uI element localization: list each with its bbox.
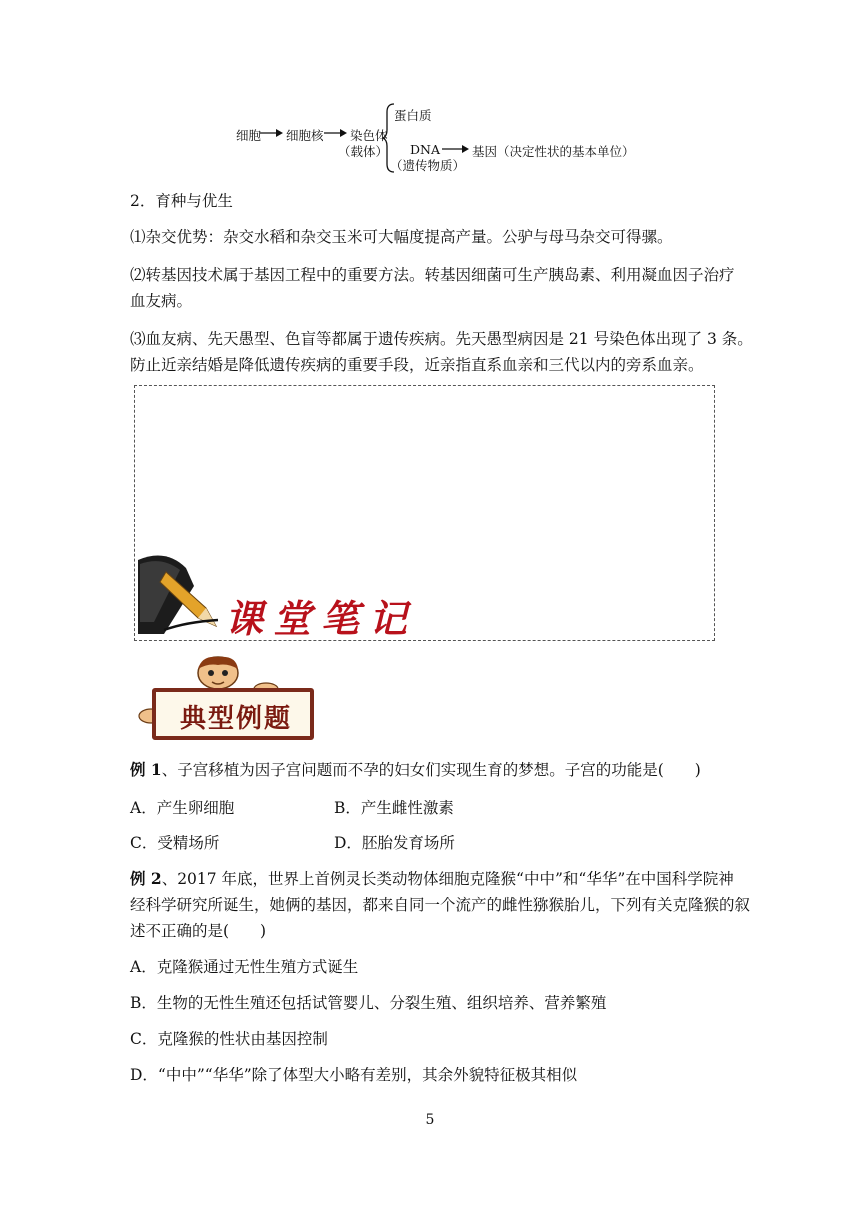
- option-c: C．克隆猴的性状由基因控制: [130, 1030, 328, 1048]
- gene-hierarchy-diagram: [230, 100, 650, 180]
- arrow-icon: [324, 126, 348, 140]
- paragraph-genetic-disease-1: ⑶血友病、先天愚型、色盲等都属于遗传疾病。先天愚型病因是 21 号染色体出现了 3 条。: [130, 330, 753, 348]
- diagram-protein: 蛋白质: [394, 108, 432, 123]
- examples-banner: 典型例题: [180, 704, 293, 734]
- example-1-text: 、子宫移植为因子宫问题而不孕的妇女们实现生育的梦想。子宫的功能是( ): [161, 761, 701, 779]
- notes-title: 课堂笔记: [225, 596, 418, 641]
- diagram-genetic-material: （遗传物质）: [390, 158, 466, 173]
- example-1-question: [130, 757, 701, 783]
- example-2-question-line-1: [130, 866, 734, 892]
- diagram-chromosome: 染色体: [350, 128, 388, 143]
- option-b: B．生物的无性生殖还包括试管婴儿、分裂生殖、组织培养、营养繁殖: [130, 994, 607, 1012]
- example-2-label: 例 2: [130, 869, 162, 888]
- example-2-question-line-3: 述不正确的是( ): [130, 922, 267, 940]
- arrow-icon: [260, 126, 284, 140]
- pencil-icon: [136, 550, 226, 640]
- option-d: D．胚胎发育场所: [334, 834, 455, 852]
- option-b: B．产生雌性激素: [334, 799, 454, 817]
- diagram-cell: 细胞: [236, 128, 262, 143]
- option-c: C．受精场所: [130, 834, 220, 852]
- diagram-nucleus: 细胞核: [286, 128, 324, 143]
- example-2-text: 、2017 年底，世界上首例灵长类动物体细胞克隆猴“中中”和“华华”在中国科学院神: [161, 870, 734, 888]
- paragraph-transgenic-1: ⑵转基因技术属于基因工程中的重要方法。转基因细菌可生产胰岛素、利用凝血因子治疗: [130, 266, 735, 284]
- example-2-question-line-2: 经科学研究所诞生，她俩的基因，都来自同一个流产的雌性猕猴胎儿，下列有关克隆猴的叙: [130, 896, 751, 914]
- arrow-icon: [442, 142, 470, 156]
- option-a: A．产生卵细胞: [130, 799, 235, 817]
- option-d: D．“中中”“华华”除了体型大小略有差别，其余外貌特征极其相似: [130, 1066, 578, 1084]
- diagram-gene: 基因（决定性状的基本单位）: [472, 144, 635, 159]
- diagram-carrier: （载体）: [338, 144, 389, 159]
- diagram-dna: DNA: [410, 142, 440, 157]
- section-heading: 2．育种与优生: [130, 192, 233, 210]
- paragraph-genetic-disease-2: 防止近亲结婚是降低遗传疾病的重要手段，近亲指直系血亲和三代以内的旁系血亲。: [130, 356, 704, 374]
- paragraph-hybrid: ⑴杂交优势：杂交水稻和杂交玉米可大幅度提高产量。公驴与母马杂交可得骡。: [130, 228, 673, 246]
- paragraph-transgenic-2: 血友病。: [130, 292, 193, 310]
- page-number: 5: [425, 1112, 435, 1128]
- option-a: A．克隆猴通过无性生殖方式诞生: [130, 958, 359, 976]
- example-1-label: 例 1: [130, 760, 162, 779]
